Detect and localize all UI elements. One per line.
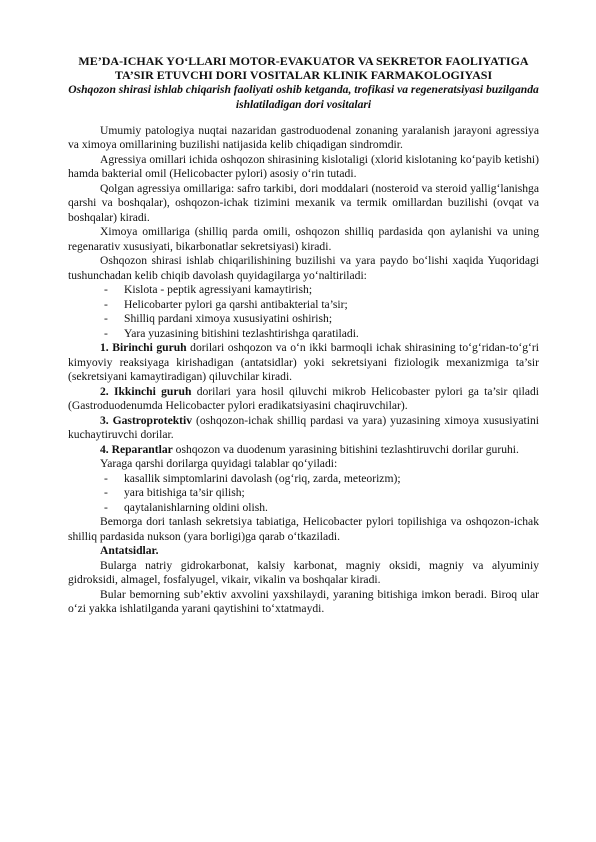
group-paragraph xyxy=(68,341,539,385)
group-text: (oshqozon-ichak shilliq pardasi va yara) yuzasining ximoya xususiyatini kuchaytiruvchi dorilar. xyxy=(68,413,539,442)
list-item-text: Kislota - peptik agressiyani kamaytirish; xyxy=(124,283,313,297)
group-paragraph xyxy=(68,414,539,443)
list-item: - Kislota - peptik agressiyani kamaytirish; xyxy=(104,283,313,297)
antacids-paragraph: Bular bemorning sub’ektiv axvolini yaxshilaydi, yaraning bitishiga imkon beradi. Biroq ular o‘zi yakka ishlatilganda yarani qaytishini to‘xtatmaydi. xyxy=(68,587,539,616)
list-item: - Shilliq pardani ximoya xususiyatini oshirish; xyxy=(104,312,333,326)
intro-paragraph: Oshqozon shirasi ishlab chiqarilishining buzilishi va yara paydo bo‘lishi xaqida Yuqoridagi tushunchadan kelib chiqib davolash quyidagilarga yo‘naltiriladi: xyxy=(68,254,539,282)
group-lead: 4. Reparantlar xyxy=(100,442,173,456)
requirements-intro: Yaraga qarshi dorilarga quyidagi talablar qo‘yiladi: xyxy=(100,457,338,471)
group-text: dorilari oshqozon va o‘n ikki barmoqli ichak shirasining to‘g‘ridan-to‘g‘ri kimyoviy reaksiyaga kirishadigan (antatsidlar) yoki sekretsiyani fiziologik mexanizmiga ta’sir (sekretsiyani kamaytiradigan) qiluvchilar kiradi. xyxy=(68,341,540,384)
antacids-paragraph: Bularga natriy gidrokarbonat, kalsiy karbonat, magniy oksidi, magniy va alyuminiy gidroksidi, almagel, fosfalyugel, vikair, vikalin va boshqalar kiradi. xyxy=(68,558,539,587)
list-item: - yara bitishiga ta’sir qilish; xyxy=(104,486,245,500)
list-item: - kasallik simptomlarini davolash (og‘riq, zarda, meteorizm); xyxy=(104,471,401,485)
list-item-text: Shilliq pardani ximoya xususiyatini oshirish; xyxy=(124,312,333,326)
list-item-text: kasallik simptomlarini davolash (og‘riq, zarda, meteorizm); xyxy=(124,471,401,485)
document-subtitle: Oshqozon shirasi ishlab chiqarish faoliyati oshib ketganda, trofikasi va regeneratsiyasi buzilganda ishlatiladigan dori vositalari xyxy=(68,83,539,111)
intro-paragraph: Agressiya omillari ichida oshqozon shirasining kislotaligi (xlorid kislotaning ko‘payib ketishi) hamda bakterial omil (Helicobacter pylori) asosiy o‘rin tutadi. xyxy=(68,152,539,181)
list-item: - Yara yuzasining bitishini tezlashtirishga qaratiladi. xyxy=(104,326,359,340)
document-title: ME’DA-ICHAK YO‘LLARI MOTOR-EVAKUATOR VA SEKRETOR FAOLIYATIGA TA’SIR ETUVCHI DORI VOSITALAR KLINIK FARMAKOLOGIYASI xyxy=(78,54,529,83)
group-lead: 1. Birinchi guruh xyxy=(100,341,187,355)
group-paragraph xyxy=(68,443,539,458)
group-text: oshqozon va duodenum yarasining bitishini tezlashtiruvchi dorilar guruhi. xyxy=(172,442,519,456)
list-item-text: yara bitishiga ta’sir qilish; xyxy=(124,486,245,500)
group-lead: 2. Ikkinchi guruh xyxy=(100,384,192,398)
group-lead: 3. Gastroprotektiv xyxy=(100,413,193,427)
intro-paragraph: Umumiy patologiya nuqtai nazaridan gastroduodenal zonaning yaralanish jarayoni agressiya va ximoya omillarining buzilishi natijasida kelib chiqadigan sindromdir. xyxy=(68,123,539,152)
intro-paragraph: Ximoya omillariga (shilliq parda omili, oshqozon shilliq pardasida qon aylanishi va uning regenarativ xususiyati, bikarbonatlar sekretsiyasi) kiradi. xyxy=(68,225,539,253)
list-item-text: Yara yuzasining bitishini tezlashtirishga qaratiladi. xyxy=(124,326,359,340)
list-item-text: qaytalanishlarning oldini olish. xyxy=(124,500,268,514)
intro-paragraph: Qolgan agressiya omillariga: safro tarkibi, dori moddalari (nosteroid va steroid yallig‘lanishga qarshi va boshqalar), oshqozon-ichak tizimini mexanik va termik omillardan buzilishi (ovqat va boshqalar) kiradi. xyxy=(68,181,539,224)
antacids-heading: Antatsidlar. xyxy=(100,544,159,558)
selection-paragraph: Bemorga dori tanlash sekretsiya tabiatiga, Helicobacter pylori topilishiga va oshqozon-ichak shilliq pardasida nukson (yara borligi)ga qarab o‘tkaziladi. xyxy=(68,515,539,543)
requirements-list xyxy=(68,472,539,516)
document-page xyxy=(68,54,539,617)
list-item: - Helicobarter pylori ga qarshi antibakterial ta’sir; xyxy=(104,297,348,311)
group-text: dorilari yara hosil qiluvchi mikrob Helicobaster pylori ga ta’sir qiladi (Gastroduodenumda Helicobacter pylori eradikatsiyasini chaqiruvchilar). xyxy=(68,384,540,413)
spacer xyxy=(68,112,539,124)
list-item-text: Helicobarter pylori ga qarshi antibakterial ta’sir; xyxy=(124,297,348,311)
group-paragraph xyxy=(68,385,539,414)
list-item: - qaytalanishlarning oldini olish. xyxy=(104,500,268,514)
aims-list xyxy=(68,283,539,341)
